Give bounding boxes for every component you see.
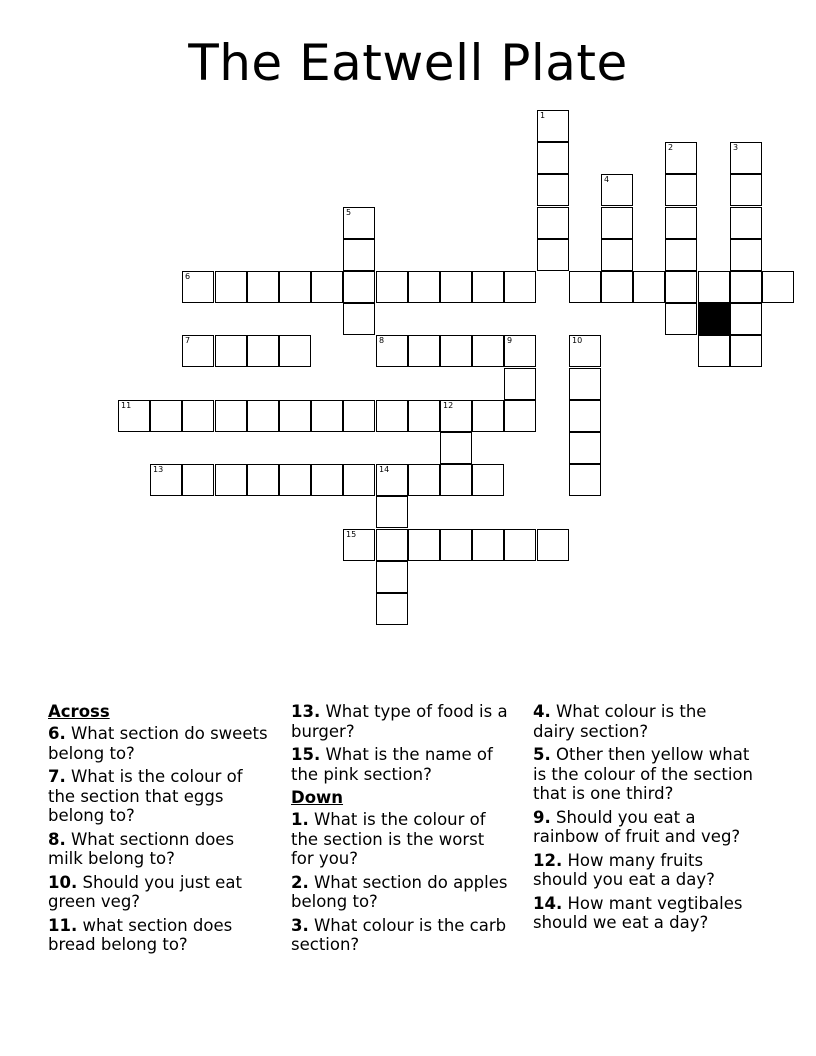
grid-cell[interactable] — [440, 400, 472, 432]
clue-number: 8 — [379, 336, 385, 345]
grid-cell[interactable] — [537, 110, 569, 142]
across-clue — [48, 830, 268, 869]
grid-cell[interactable] — [569, 335, 601, 367]
grid-cell[interactable] — [118, 400, 150, 432]
grid-cell[interactable] — [569, 400, 601, 432]
clue-number-label: 7. — [48, 767, 66, 786]
grid-cell[interactable] — [182, 271, 214, 303]
grid-cell[interactable] — [376, 496, 408, 528]
grid-cell[interactable] — [182, 400, 214, 432]
grid-cell[interactable] — [698, 335, 730, 367]
clue-number-label: 14. — [533, 893, 563, 913]
grid-cell[interactable] — [504, 529, 536, 561]
grid-cell[interactable] — [601, 239, 633, 271]
clue-text: How mant vegtibales should we eat a day? — [533, 893, 743, 932]
grid-cell[interactable] — [537, 142, 569, 174]
grid-cell[interactable] — [247, 271, 279, 303]
across-clue — [48, 767, 268, 826]
clue-number-label: 5. — [533, 745, 551, 764]
grid-cell[interactable] — [665, 174, 697, 206]
down-clue — [291, 873, 511, 912]
grid-cell[interactable] — [376, 593, 408, 625]
clue-number-label: 15. — [291, 745, 321, 764]
grid-cell[interactable] — [569, 271, 601, 303]
clue-number: 13 — [153, 465, 164, 474]
grid-cell[interactable] — [537, 529, 569, 561]
clue-number: 12 — [443, 401, 454, 410]
grid-cell[interactable] — [376, 400, 408, 432]
clues-column-3 — [533, 702, 753, 937]
grid-cell[interactable] — [247, 464, 279, 496]
clue-number: 3 — [733, 143, 739, 152]
grid-cell[interactable] — [343, 239, 375, 271]
grid-cell[interactable] — [569, 432, 601, 464]
grid-cell[interactable] — [376, 271, 408, 303]
grid-cell[interactable] — [472, 335, 504, 367]
clue-text: How many fruits should you eat a day? — [533, 850, 715, 889]
grid-cell[interactable] — [730, 303, 762, 335]
grid-cell[interactable] — [665, 271, 697, 303]
clue-number: 4 — [604, 175, 610, 184]
grid-cell[interactable] — [665, 303, 697, 335]
clue-number-label: 2. — [291, 872, 309, 892]
grid-cell[interactable] — [504, 400, 536, 432]
grid-cell[interactable] — [343, 207, 375, 239]
clue-text: What is the colour of the section that eggs belong to? — [48, 767, 243, 825]
grid-cell[interactable] — [215, 400, 247, 432]
clue-number: 11 — [121, 401, 132, 410]
clue-number-label: 3. — [291, 915, 309, 935]
grid-cell[interactable] — [440, 529, 472, 561]
grid-cell[interactable] — [279, 271, 311, 303]
clue-number-label: 9. — [533, 807, 551, 827]
across-heading: Across — [48, 702, 110, 721]
grid-cell[interactable] — [408, 529, 440, 561]
clue-number-label: 11. — [48, 915, 78, 935]
grid-cell[interactable] — [730, 142, 762, 174]
grid-cell[interactable] — [569, 368, 601, 400]
grid-cell[interactable] — [376, 464, 408, 496]
grid-cell[interactable] — [730, 174, 762, 206]
grid-cell[interactable] — [279, 335, 311, 367]
grid-cell[interactable] — [376, 529, 408, 561]
grid-cell[interactable] — [537, 239, 569, 271]
grid-cell[interactable] — [504, 368, 536, 400]
grid-cell[interactable] — [182, 464, 214, 496]
across-clue-list — [48, 724, 268, 955]
clues-column-2 — [291, 702, 511, 959]
clue-number-label: 13. — [291, 702, 321, 721]
clue-number: 6 — [185, 272, 191, 281]
clue-number-label: 6. — [48, 724, 66, 743]
clue-number: 15 — [346, 530, 357, 539]
down-heading: Down — [291, 788, 344, 807]
clue-number: 5 — [346, 208, 352, 217]
clue-text: Other then yellow what is the colour of the section that is one third? — [533, 745, 753, 803]
clues-column-1 — [48, 702, 268, 959]
clue-number: 1 — [540, 111, 546, 120]
grid-cell[interactable] — [376, 561, 408, 593]
grid-cell[interactable] — [730, 271, 762, 303]
clue-number: 14 — [379, 465, 390, 474]
grid-cell[interactable] — [343, 464, 375, 496]
grid-cell[interactable] — [408, 464, 440, 496]
grid-cell[interactable] — [730, 335, 762, 367]
across-clue — [291, 745, 511, 784]
clue-number-label: 10. — [48, 872, 78, 892]
grid-cell[interactable] — [215, 464, 247, 496]
grid-cell[interactable] — [601, 207, 633, 239]
grid-cell[interactable] — [215, 271, 247, 303]
clue-number-label: 8. — [48, 829, 66, 849]
down-clue — [533, 702, 753, 741]
clue-text: What colour is the carb section? — [291, 915, 507, 954]
grid-cell[interactable] — [472, 400, 504, 432]
grid-cell[interactable] — [279, 464, 311, 496]
down-clue-list — [291, 810, 511, 955]
grid-cell[interactable] — [150, 400, 182, 432]
grid-cell[interactable] — [762, 271, 794, 303]
grid-cell[interactable] — [408, 335, 440, 367]
across-clue — [291, 702, 511, 741]
grid-cell[interactable] — [633, 271, 665, 303]
clue-text: What type of food is a burger? — [291, 702, 508, 741]
grid-cell[interactable] — [601, 271, 633, 303]
grid-cell[interactable] — [665, 142, 697, 174]
clue-number: 7 — [185, 336, 191, 345]
grid-cell[interactable] — [472, 271, 504, 303]
down-clue — [533, 894, 753, 933]
grid-cell[interactable] — [343, 400, 375, 432]
grid-cell[interactable] — [440, 432, 472, 464]
clue-text: What sectionn does milk belong to? — [48, 829, 235, 868]
across-clue — [48, 724, 268, 763]
grid-cell[interactable] — [376, 335, 408, 367]
grid-cell[interactable] — [215, 335, 247, 367]
grid-cell[interactable] — [504, 271, 536, 303]
grid-cell[interactable] — [408, 400, 440, 432]
grid-cell[interactable] — [343, 529, 375, 561]
grid-cell[interactable] — [311, 400, 343, 432]
across-clue — [48, 916, 268, 955]
grid-cell[interactable] — [440, 271, 472, 303]
clue-text: What is the colour of the section is the worst for you? — [291, 810, 486, 868]
down-clue — [291, 916, 511, 955]
clue-number: 9 — [507, 336, 513, 345]
grid-cell[interactable] — [730, 239, 762, 271]
grid-cell[interactable] — [150, 464, 182, 496]
grid-cell[interactable] — [311, 464, 343, 496]
grid-cell[interactable] — [440, 464, 472, 496]
clue-text: Should you eat a rainbow of fruit and veg? — [533, 807, 741, 846]
grid-cell[interactable] — [472, 464, 504, 496]
clue-text: Should you just eat green veg? — [48, 872, 242, 911]
down-clue — [533, 745, 753, 804]
grid-cell[interactable] — [601, 174, 633, 206]
clue-number: 10 — [572, 336, 583, 345]
clue-text: What is the name of the pink section? — [291, 745, 493, 784]
clue-text: What colour is the dairy section? — [533, 702, 707, 741]
clue-number-label: 12. — [533, 850, 563, 870]
puzzle-title: The Eatwell Plate — [188, 34, 628, 92]
across-clue — [48, 873, 268, 912]
grid-cell[interactable] — [504, 335, 536, 367]
grid-cell[interactable] — [279, 400, 311, 432]
grid-cell[interactable] — [408, 271, 440, 303]
grid-cell[interactable] — [440, 335, 472, 367]
grid-cell[interactable] — [343, 271, 375, 303]
grid-cell[interactable] — [698, 271, 730, 303]
across-clue-list-cont — [291, 702, 511, 784]
down-clue — [533, 851, 753, 890]
clue-number: 2 — [668, 143, 674, 152]
grid-cell[interactable] — [537, 174, 569, 206]
grid-cell[interactable] — [247, 400, 279, 432]
clue-number-label: 4. — [533, 702, 551, 721]
clue-text: what section does bread belong to? — [48, 915, 233, 954]
grid-cell[interactable] — [665, 207, 697, 239]
grid-cell[interactable] — [472, 529, 504, 561]
down-clue-list-cont — [533, 702, 753, 933]
grid-cell[interactable] — [665, 239, 697, 271]
down-clue — [533, 808, 753, 847]
clue-number-label: 1. — [291, 810, 309, 829]
grid-cell[interactable] — [182, 335, 214, 367]
grid-cell[interactable] — [247, 335, 279, 367]
clue-text: What section do sweets belong to? — [48, 724, 268, 763]
down-clue — [291, 810, 511, 869]
grid-cell[interactable] — [537, 207, 569, 239]
grid-cell[interactable] — [730, 207, 762, 239]
grid-cell[interactable] — [311, 271, 343, 303]
grid-cell[interactable] — [569, 464, 601, 496]
grid-cell[interactable] — [343, 303, 375, 335]
black-cell — [698, 303, 730, 335]
clue-text: What section do apples belong to? — [291, 872, 508, 911]
